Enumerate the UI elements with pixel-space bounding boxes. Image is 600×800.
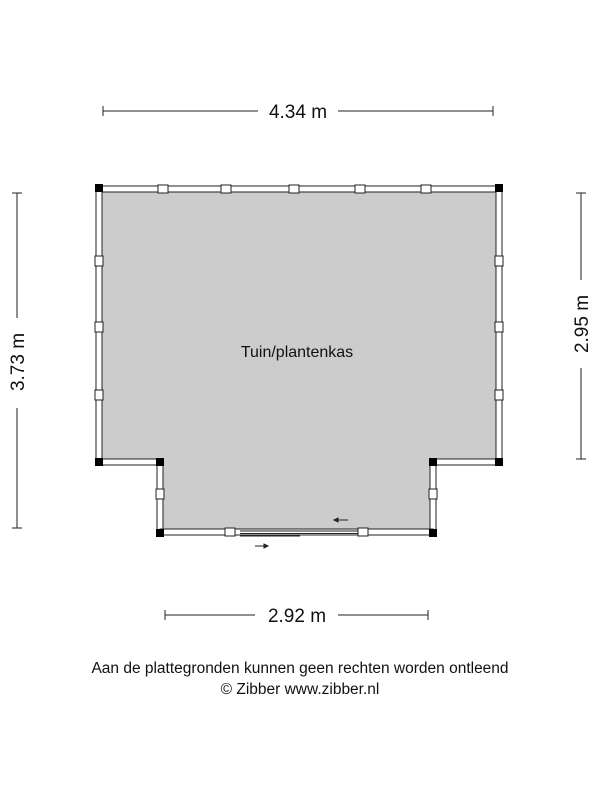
dimension-left-label: 3.73 m bbox=[8, 332, 29, 392]
dimension-top bbox=[103, 102, 493, 123]
room-label: Tuin/plantenkas bbox=[240, 344, 354, 361]
mullion bbox=[495, 322, 503, 332]
mullion bbox=[225, 528, 235, 536]
corner-post bbox=[495, 184, 503, 192]
corner-post bbox=[95, 458, 103, 466]
mullion bbox=[95, 322, 103, 332]
mullion bbox=[95, 390, 103, 400]
mullion bbox=[358, 528, 368, 536]
dimension-bottom bbox=[165, 606, 428, 627]
corner-post bbox=[495, 458, 503, 466]
disclaimer-text: Aan de plattegronden kunnen geen rechten worden ontleend bbox=[91, 660, 509, 677]
corner-post bbox=[429, 458, 437, 466]
corner-post bbox=[95, 184, 103, 192]
arrow-right-icon bbox=[255, 544, 268, 548]
mullion bbox=[355, 185, 365, 193]
mullion bbox=[289, 185, 299, 193]
mullion bbox=[495, 390, 503, 400]
copyright-text: © Zibber www.zibber.nl bbox=[220, 681, 380, 698]
dimension-left bbox=[8, 193, 29, 528]
mullion bbox=[156, 489, 164, 499]
mullion bbox=[429, 489, 437, 499]
mullion bbox=[158, 185, 168, 193]
corner-post bbox=[429, 529, 437, 537]
corner-post bbox=[156, 458, 164, 466]
mullion bbox=[495, 256, 503, 266]
wall-bottom-left bbox=[99, 459, 160, 465]
wall-bottom bbox=[160, 529, 433, 535]
dimension-top-label: 4.34 m bbox=[268, 102, 328, 123]
dimension-right bbox=[572, 193, 593, 459]
mullion bbox=[95, 256, 103, 266]
mullion bbox=[421, 185, 431, 193]
dimension-right-label: 2.95 m bbox=[572, 294, 593, 354]
wall-bottom-right bbox=[433, 459, 499, 465]
mullion bbox=[221, 185, 231, 193]
corner-post bbox=[156, 529, 164, 537]
dimension-bottom-label: 2.92 m bbox=[267, 606, 327, 627]
